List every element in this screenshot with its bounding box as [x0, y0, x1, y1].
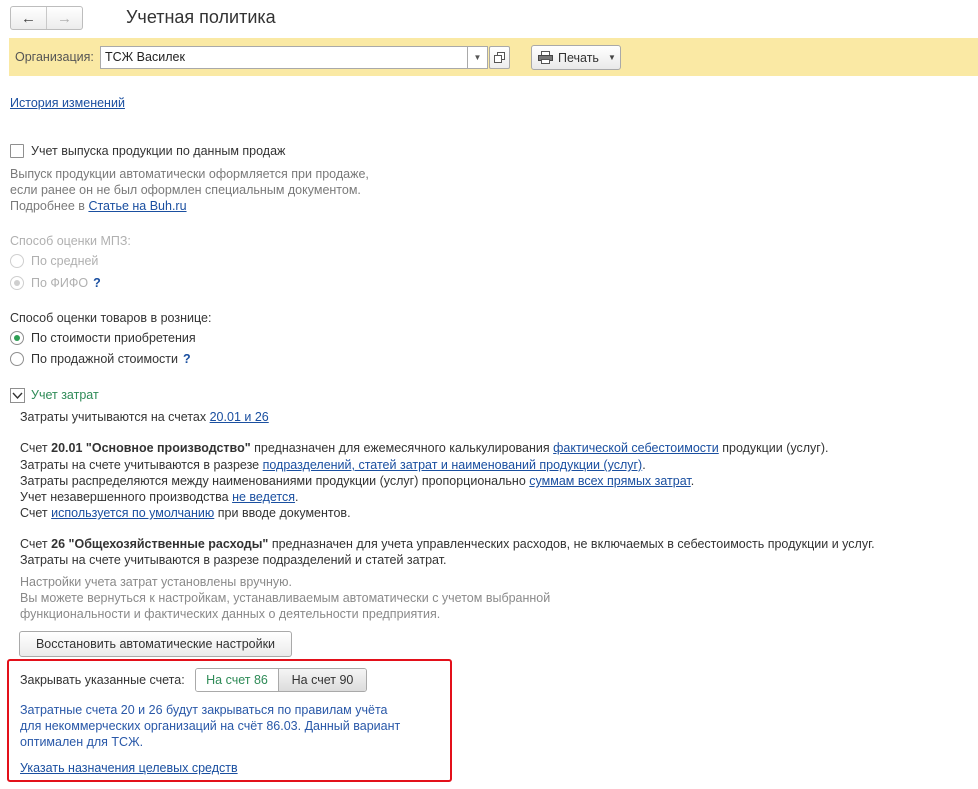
history-link[interactable]: История изменений	[10, 96, 125, 110]
production-checkbox[interactable]	[10, 144, 24, 158]
acc20-text: Счет	[20, 506, 48, 520]
retail-option-sale-label: По продажной стоимости	[31, 352, 178, 366]
costs-collapse-toggle[interactable]	[10, 388, 25, 403]
direct-costs-link[interactable]: суммам всех прямых затрат	[529, 474, 691, 488]
acc26-text: Счет	[20, 537, 48, 551]
arrow-right-icon: →	[57, 9, 72, 27]
acc20-line-2	[20, 458, 646, 472]
acc20-text: Счет	[20, 441, 48, 455]
forward-button[interactable]	[46, 7, 82, 29]
mpz-option-fifo-label: По ФИФО	[31, 276, 89, 290]
accounts-prefix: Затраты учитываются на счетах	[20, 410, 207, 424]
acc20-line-4	[20, 490, 299, 504]
mpz-option-fifo	[31, 276, 101, 290]
acc20-text: .	[295, 490, 299, 504]
open-organization-button[interactable]	[489, 46, 510, 69]
caret-down-icon: ▼	[607, 53, 616, 62]
retail-title: Способ оценки товаров в рознице:	[10, 311, 212, 325]
mpz-radio-fifo[interactable]	[10, 276, 24, 290]
acc26-line-2: Затраты на счете учитываются в разрезе подразделений и статей затрат.	[20, 553, 447, 567]
print-button[interactable]	[531, 45, 621, 70]
manual-note-3: функциональности и фактических данных о деятельности предприятия.	[20, 607, 441, 621]
closing-account-toggle	[195, 668, 367, 692]
retail-radio-purchase[interactable]	[10, 331, 24, 345]
closing-option-86[interactable]: На счет 86	[196, 669, 279, 691]
mpz-radio-average[interactable]	[10, 254, 24, 268]
acc20-text: .	[642, 458, 646, 472]
acc20-line-1	[20, 441, 829, 455]
costs-accounts-line	[20, 410, 269, 424]
restore-auto-settings-button[interactable]: Восстановить автоматические настройки	[19, 631, 292, 657]
open-window-icon	[494, 52, 505, 63]
retail-radio-sale[interactable]	[10, 352, 24, 366]
default-account-link[interactable]: используется по умолчанию	[51, 506, 215, 520]
mpz-title: Способ оценки МПЗ:	[10, 234, 131, 248]
closing-label: Закрывать указанные счета:	[20, 673, 185, 687]
acc26-name: "Общехозяйственные расходы"	[68, 537, 269, 551]
acc20-text: при вводе документов.	[217, 506, 351, 520]
closing-info-2: для некоммерческих организаций на счёт 86.03. Данный вариант	[20, 719, 401, 733]
acc26-text: предназначен для учета управленческих расходов, не включаемых в себестоимость продукции и услуг.	[271, 537, 875, 551]
organization-input[interactable]: ТСЖ Василек	[100, 46, 468, 69]
acc20-text: Затраты распределяются между наименованиями продукции (услуг) пропорционально	[20, 474, 526, 488]
printer-icon	[538, 51, 553, 64]
acc20-text: продукции (услуг).	[722, 441, 829, 455]
manual-note-1: Настройки учета затрат установлены вручную.	[20, 575, 292, 589]
org-label: Организация:	[15, 50, 94, 64]
arrow-left-icon: ←	[21, 9, 36, 27]
closing-info-3: оптимален для ТСЖ.	[20, 735, 144, 749]
production-checkbox-label: Учет выпуска продукции по данным продаж	[31, 144, 286, 158]
chevron-down-icon	[12, 392, 23, 400]
acc20-name: "Основное производство"	[85, 441, 251, 455]
acc20-line-5	[20, 506, 351, 520]
acc20-text: предназначен для ежемесячного калькулирования	[254, 441, 550, 455]
wip-link[interactable]: не ведется	[232, 490, 296, 504]
acc26-code: 26	[51, 537, 66, 551]
acc20-line-3	[20, 474, 694, 488]
more-prefix: Подробнее в	[10, 199, 85, 213]
acc26-line-1	[20, 537, 875, 551]
accounts-link[interactable]: 20.01 и 26	[209, 410, 269, 424]
closing-info-1: Затратные счета 20 и 26 будут закрываться по правилам учёта	[20, 703, 388, 717]
production-note-2: если ранее он не был оформлен специальным документом.	[10, 183, 361, 197]
triangle-down-icon: ▼	[473, 53, 482, 62]
acc20-text: Затраты на счете учитываются в разрезе	[20, 458, 260, 472]
help-icon[interactable]: ?	[93, 276, 101, 290]
acc20-text: Учет незавершенного производства	[20, 490, 229, 504]
page-title: Учетная политика	[126, 7, 276, 27]
nav-buttons	[10, 6, 83, 30]
production-more	[10, 199, 187, 213]
buh-article-link[interactable]: Статье на Buh.ru	[88, 199, 187, 213]
mpz-option-average: По средней	[31, 254, 99, 268]
acc20-text: .	[690, 474, 695, 488]
retail-option-sale	[31, 352, 191, 366]
production-note-1: Выпуск продукции автоматически оформляется при продаже,	[10, 167, 369, 181]
analytics-link[interactable]: подразделений, статей затрат и наименований продукции (услуг)	[262, 458, 643, 472]
closing-option-90[interactable]: На счет 90	[279, 669, 366, 691]
retail-option-purchase: По стоимости приобретения	[31, 331, 196, 345]
organization-dropdown-button[interactable]	[467, 46, 488, 69]
back-button[interactable]	[11, 7, 46, 29]
manual-note-2: Вы можете вернуться к настройкам, устанавливаемым автоматически с учетом выбранной	[20, 591, 551, 605]
actual-cost-link[interactable]: фактической себестоимости	[553, 441, 719, 455]
costs-section-title[interactable]: Учет затрат	[31, 388, 99, 402]
help-icon[interactable]: ?	[183, 352, 191, 366]
target-funds-link[interactable]: Указать назначения целевых средств	[20, 761, 238, 775]
acc20-code: 20.01	[51, 441, 83, 455]
print-label: Печать	[558, 50, 599, 65]
